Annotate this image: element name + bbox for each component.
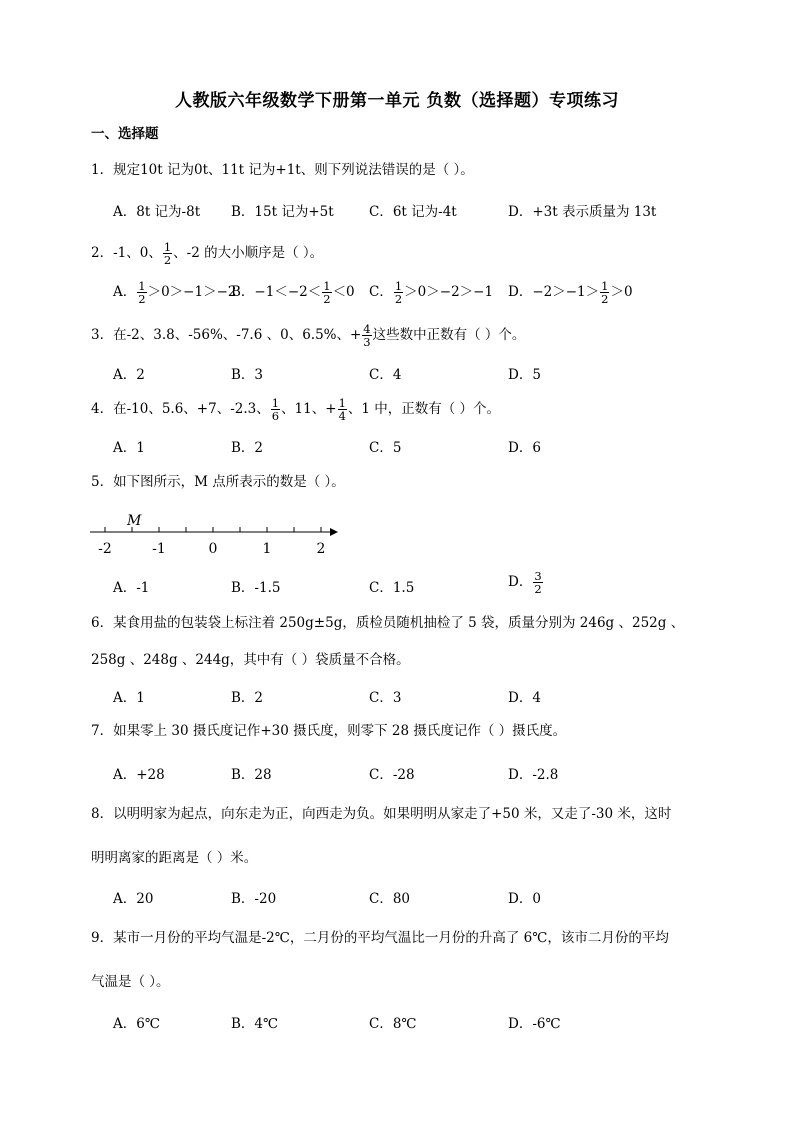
option-c: C．80 (369, 891, 411, 907)
option-a: A．+28 (113, 767, 165, 783)
option-a: A．1 (113, 440, 145, 456)
option-b: B．2 (231, 440, 264, 456)
question-5: 5．如下图所示，M 点所表示的数是（ ）。 (91, 474, 345, 490)
option-c: C．3 (369, 690, 402, 706)
option-b: B．3 (231, 367, 264, 383)
section-heading: 一、选择题 (91, 126, 159, 142)
number-line (85, 505, 345, 560)
option-c: C．4 (369, 367, 402, 383)
option-a: A．20 (113, 891, 154, 907)
option-d: D．0 (508, 891, 541, 907)
option-d: D． $\frac{3}{2}$ (508, 569, 542, 596)
fraction: $\frac{1}{2}$ (163, 240, 172, 267)
option-a: A． $\frac{1}{2}$ ＞0＞−1＞−2 (113, 279, 237, 306)
number-line-tick-label: 2 (316, 541, 326, 557)
option-d: D．-6℃ (508, 1016, 561, 1032)
option-b: B．−1＜−2＜ $\frac{1}{2}$ ＜0 (231, 279, 355, 306)
question-1: 1．规定10t 记为0t、11t 记为+1t、则下列说法错误的是（ ）。 (91, 162, 474, 178)
option-d: D．−2＞−1＞ $\frac{1}{2}$ ＞0 (508, 279, 633, 306)
option-d: D．-2.8 (508, 767, 559, 783)
arrow-icon (330, 528, 338, 536)
number-line-tick-label: -1 (152, 541, 166, 557)
option-c: C．-28 (369, 767, 415, 783)
fraction: $\frac{1}{6}$ (271, 396, 280, 423)
fraction: $\frac{1}{4}$ (338, 396, 346, 423)
option-c: C．1.5 (369, 580, 415, 596)
question-8-continued: 明明离家的距离是（ ）米。 (91, 850, 258, 866)
option-a: A．2 (113, 367, 145, 383)
option-a: A．6℃ (113, 1016, 160, 1032)
fraction: $\frac{4}{3}$ (363, 322, 371, 349)
point-m-label: M (127, 513, 142, 529)
option-a: A．1 (113, 690, 145, 706)
option-c: C．8℃ (369, 1016, 417, 1032)
question-2: 2．-1、0、 $\frac{1}{2}$ 、-2 的大小顺序是（ ）。 (91, 240, 324, 267)
number-line-tick-label: 1 (262, 541, 272, 557)
question-7: 7．如果零上 30 摄氏度记作+30 摄氏度，则零下 28 摄氏度记作（ ）摄氏度。 (91, 723, 567, 739)
option-d: D．4 (508, 690, 541, 706)
option-c: C． $\frac{1}{2}$ ＞0＞−2＞−1 (369, 279, 494, 306)
question-9-continued: 气温是（ ）。 (91, 974, 170, 990)
option-d: D．6 (508, 440, 541, 456)
question-3: 3．在-2、3.8、-56%、-7.6 、0、6.5%、+ $\frac{4}{3}$ 这些数中正数有（ ）个。 (91, 322, 526, 349)
option-a: A．8t 记为-8t (113, 204, 201, 220)
page-title: 人教版六年级数学下册第一单元 负数（选择题）专项练习 (175, 91, 619, 111)
option-b: B．2 (231, 690, 264, 706)
question-6-continued: 258g 、248g 、244g，其中有（ ）袋质量不合格。 (91, 652, 410, 668)
number-line-tick-label: -2 (98, 541, 112, 557)
option-c: C．6t 记为-4t (369, 204, 457, 220)
option-d: D．5 (508, 367, 541, 383)
question-9: 9．某市一月份的平均气温是-2℃，二月份的平均气温比一月份的升高了 6℃，该市二月份的平均 (91, 930, 669, 946)
number-line-tick-label: 0 (208, 541, 218, 557)
option-b: B．15t 记为+5t (231, 204, 334, 220)
option-a: A．-1 (113, 580, 150, 596)
option-b: B．-20 (231, 891, 277, 907)
question-4: 4．在-10、5.6、+7、-2.3、 $\frac{1}{6}$ 、11、+ $\frac{1}{4}$ 、1 中，正数有（ ）个。 (91, 396, 501, 423)
question-6: 6．某食用盐的包装袋上标注着 250g±5g，质检员随机抽检了 5 袋，质量分别为 246g 、252g 、 (91, 615, 685, 631)
option-b: B．28 (231, 767, 272, 783)
question-8: 8．以明明家为起点，向东走为正，向西走为负。如果明明从家走了+50 米，又走了-30 米，这时 (91, 806, 672, 822)
option-d: D．+3t 表示质量为 13t (508, 204, 657, 220)
option-b: B．4℃ (231, 1016, 279, 1032)
option-b: B．-1.5 (231, 580, 281, 596)
option-c: C．5 (369, 440, 402, 456)
